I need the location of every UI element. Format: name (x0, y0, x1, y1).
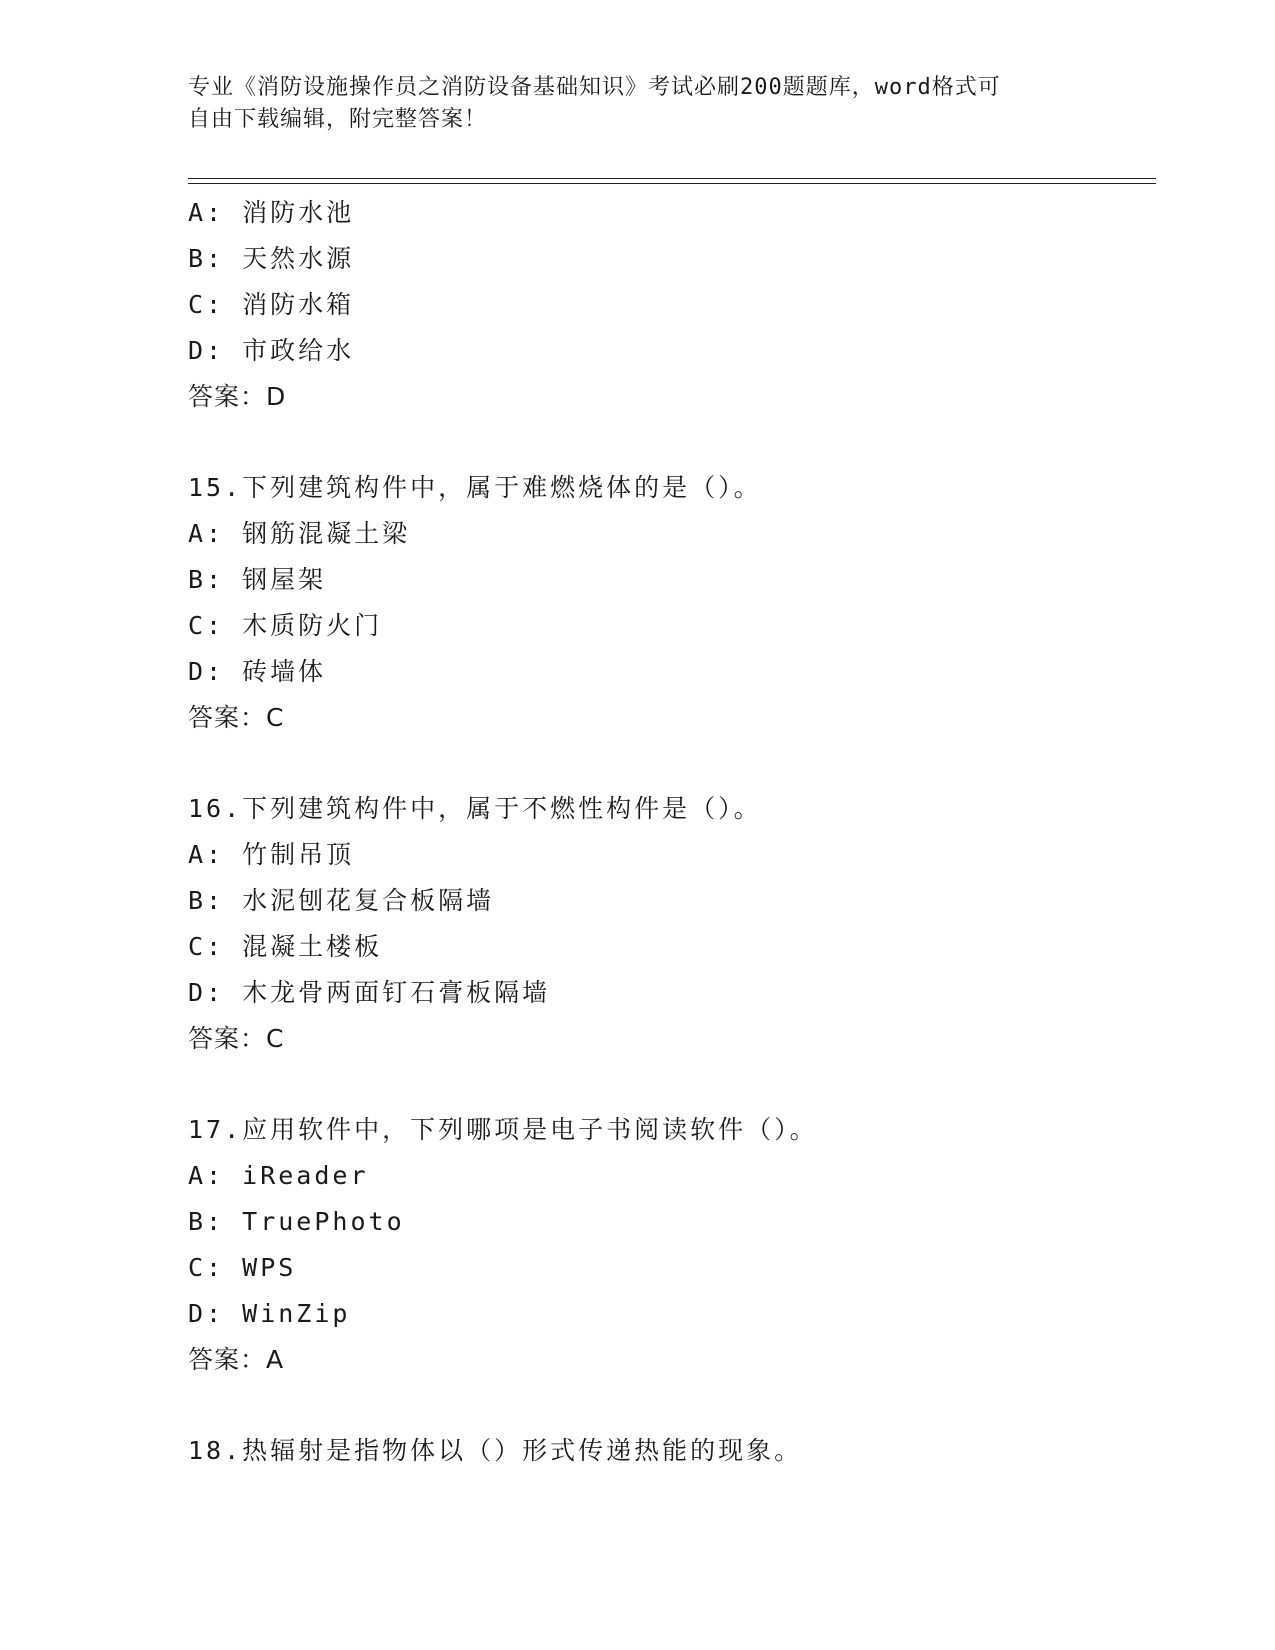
question-block-15 (188, 465, 1156, 741)
option-d: D: 砖墙体 (188, 657, 327, 686)
option-c: C: 消防水箱 (188, 290, 355, 319)
option-b: B: TruePhoto (188, 1207, 405, 1236)
header-divider-top (188, 178, 1156, 179)
option-c: C: 混凝土楼板 (188, 932, 383, 961)
answer-line: 答案：A (188, 1345, 285, 1374)
question-block-18 (188, 1428, 1156, 1474)
option-a: A: 钢筋混凝土梁 (188, 519, 411, 548)
spacer (188, 1062, 1156, 1107)
header-title-line-2: 自由下载编辑，附完整答案！ (188, 107, 488, 132)
header-title-line-1: 专业《消防设施操作员之消防设备基础知识》考试必刷200题题库，word格式可 (188, 75, 1001, 100)
option-d: D: 木龙骨两面钉石膏板隔墙 (188, 978, 551, 1007)
option-d: D: 市政给水 (188, 336, 355, 365)
question-text: 15.下列建筑构件中，属于难燃烧体的是（）。 (188, 473, 762, 502)
option-d: D: WinZip (188, 1299, 351, 1328)
question-block-14 (188, 190, 1156, 420)
option-b: B: 水泥刨花复合板隔墙 (188, 886, 495, 915)
question-text: 17.应用软件中，下列哪项是电子书阅读软件（）。 (188, 1115, 818, 1144)
option-a: A: 消防水池 (188, 198, 355, 227)
option-b: B: 钢屋架 (188, 565, 327, 594)
option-c: C: WPS (188, 1253, 297, 1282)
option-a: A: 竹制吊顶 (188, 840, 355, 869)
answer-line: 答案：C (188, 703, 285, 732)
spacer (188, 420, 1156, 465)
question-block-17 (188, 1107, 1156, 1383)
question-block-16 (188, 786, 1156, 1062)
option-b: B: 天然水源 (188, 244, 355, 273)
answer-line: 答案：D (188, 382, 287, 411)
document-header (188, 72, 1068, 136)
question-text: 18.热辐射是指物体以（）形式传递热能的现象。 (188, 1436, 803, 1465)
header-divider-bottom (188, 183, 1156, 184)
answer-line: 答案：C (188, 1024, 285, 1053)
question-text: 16.下列建筑构件中，属于不燃性构件是（）。 (188, 794, 762, 823)
spacer (188, 741, 1156, 786)
question-list (188, 190, 1156, 1474)
spacer (188, 1383, 1156, 1428)
option-c: C: 木质防火门 (188, 611, 383, 640)
option-a: A: iReader (188, 1161, 369, 1190)
